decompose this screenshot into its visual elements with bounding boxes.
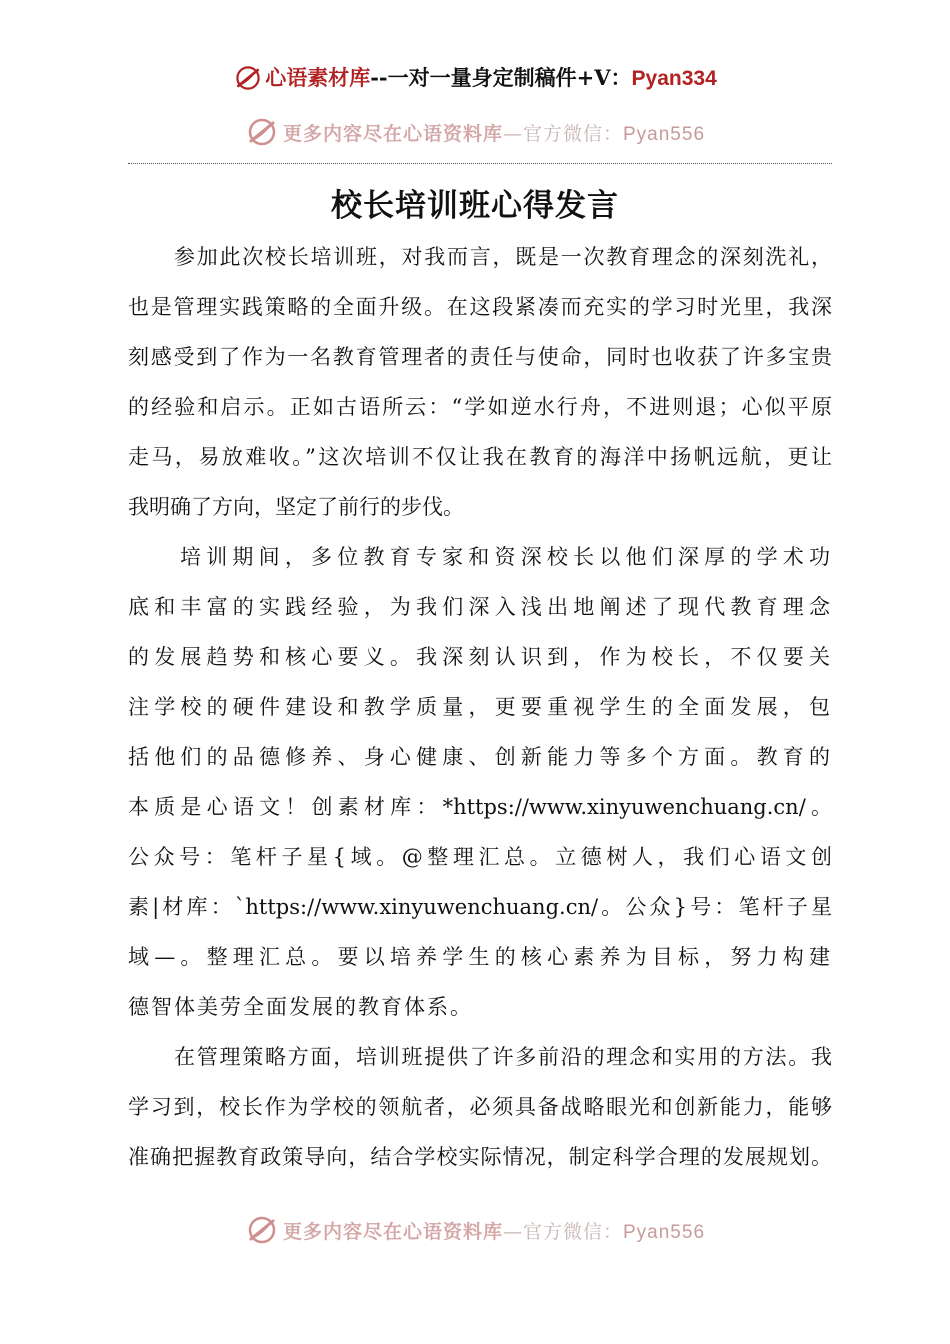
top-watermark: [0, 112, 950, 152]
paragraph-line: 我明确了方向，坚定了前行的步伐。: [128, 495, 464, 519]
paragraph-line: 也是管理实践策略的全面升级。在这段紧凑而充实的学习时光里，我深: [128, 295, 832, 319]
watermark-label: 官方微信：: [522, 1220, 623, 1243]
paragraph-line: 刻感受到了作为一名教育管理者的责任与使命，同时也收获了许多宝贵: [128, 345, 832, 369]
paragraph-line: 域—。整理汇总。要以培养学生的核心素养为目标，努力构建: [128, 945, 832, 969]
paragraph-line: 德智体美劳全面发展的教育体系。: [128, 995, 473, 1019]
paragraph-line: 括他们的品德修养、身心健康、创新能力等多个方面。教育的: [128, 745, 832, 769]
watermark-dash: —: [502, 1220, 523, 1243]
header-brand: 心语素材库: [265, 65, 371, 90]
paragraph-line: 准确把握教育政策导向，结合学校实际情况，制定科学合理的发展规划。: [128, 1145, 832, 1169]
paragraph-line: 在管理策略方面，培训班提供了许多前沿的理念和实用的方法。我: [174, 1045, 832, 1069]
header-wechat-id: Pyan334: [631, 67, 717, 90]
watermark-id: Pyan556: [623, 123, 706, 145]
paragraph-line: 学习到，校长作为学校的领航者，必须具备战略眼光和创新能力，能够: [128, 1095, 832, 1119]
watermark-text: [283, 1217, 705, 1244]
paragraph-line: 培训期间，多位教育专家和资深校长以他们深厚的学术功: [180, 545, 832, 569]
watermark-id: Pyan556: [623, 1221, 706, 1243]
watermark-seal-icon: [245, 115, 279, 149]
paragraph-line: 注学校的硬件建设和教学质量，更要重视学生的全面发展，包: [128, 695, 832, 719]
document-body: [128, 232, 832, 1182]
header-divider: [128, 163, 832, 164]
bottom-watermark: [0, 1210, 950, 1250]
paragraph-line: 本质是心语文！创素材库：*https://www.xinyuwenchuang.cn/。: [128, 795, 832, 819]
paragraph-line: 走马，易放难收。”这次培训不仅让我在教育的海洋中扬帆远航，更让: [128, 445, 832, 469]
watermark-text: [283, 119, 705, 146]
paragraph-line: 底和丰富的实践经验，为我们深入浅出地阐述了现代教育理念: [128, 595, 832, 619]
paragraph-line: 素|材库：`https://www.xinyuwenchuang.cn/。公众}号：笔杆子星: [128, 895, 832, 919]
watermark-main: 更多内容尽在心语资料库: [282, 1220, 503, 1243]
watermark-seal-icon: [245, 1213, 279, 1247]
watermark-label: 官方微信：: [522, 122, 623, 145]
paragraph-line: 参加此次校长培训班，对我而言，既是一次教育理念的深刻洗礼，: [174, 245, 832, 269]
paragraph-line: 公众号：笔杆子星{域。@整理汇总。立德树人，我们心语文创: [128, 845, 832, 869]
watermark-dash: —: [502, 122, 523, 145]
paragraph-line: 的经验和启示。正如古语所云：“学如逆水行舟，不进则退；心似平原: [128, 395, 832, 419]
watermark-main: 更多内容尽在心语资料库: [282, 122, 503, 145]
paragraph-2: [128, 532, 832, 1032]
header-slogan: 一对一量身定制稿件+V：: [387, 65, 632, 90]
paragraph-3: [128, 1032, 832, 1182]
header-banner: [0, 62, 950, 93]
paragraph-line: 的发展趋势和核心要义。我深刻认识到，作为校长，不仅要关: [128, 645, 832, 669]
brand-seal-icon: [233, 63, 263, 93]
header-separator: --: [370, 65, 388, 90]
document-title: 校长培训班心得发言: [331, 188, 619, 224]
paragraph-1: [128, 232, 832, 532]
